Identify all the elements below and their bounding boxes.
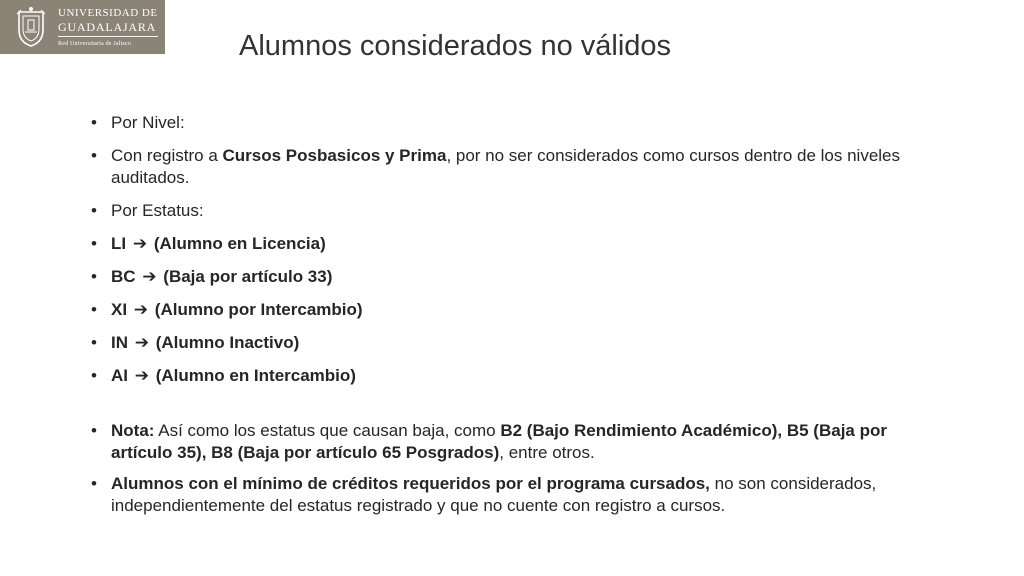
bullet-text: Con registro a xyxy=(111,146,223,165)
nota-label: Nota: xyxy=(111,421,155,440)
university-seal-icon xyxy=(14,6,48,48)
slide-title: Alumnos considerados no válidos xyxy=(239,30,672,62)
logo-divider xyxy=(58,36,158,37)
bullet-bold-text: Alumnos con el mínimo de créditos requeridos por el programa cursados, xyxy=(111,474,710,493)
arrow-right-icon: ➔ xyxy=(133,300,149,319)
status-code: LI xyxy=(111,234,127,253)
bullet-status-ai xyxy=(91,365,931,387)
bullet-status-in xyxy=(91,332,931,354)
status-code: BC xyxy=(111,267,136,286)
bullet-text: , entre otros. xyxy=(499,443,595,462)
status-code: AI xyxy=(111,366,128,385)
bullet-creditos xyxy=(91,473,931,517)
status-code: IN xyxy=(111,333,128,352)
bullet-nota xyxy=(91,420,931,464)
bullet-status-bc xyxy=(91,266,931,288)
bullet-text: Así como los estatus que causan baja, como xyxy=(154,421,501,440)
bullet-text: Por Nivel: xyxy=(111,113,185,132)
bullet-status-li xyxy=(91,233,931,255)
status-description: (Alumno Inactivo) xyxy=(155,333,300,352)
status-description: (Alumno por Intercambio) xyxy=(154,300,363,319)
bullet-por-estatus xyxy=(91,200,931,222)
status-description: (Alumno en Intercambio) xyxy=(155,366,356,385)
logo-line-1: UNIVERSIDAD DE xyxy=(58,6,158,19)
logo-text xyxy=(58,8,158,47)
bullet-text: , por no ser considerados como cursos dentro de los niveles auditados. xyxy=(111,146,901,187)
bullet-bold-text: B2 (Bajo Rendimiento Académico), B5 (Baja por artículo 35), B8 (Baja por artículo 65 Posgrados) xyxy=(111,421,887,462)
arrow-right-icon: ➔ xyxy=(134,333,149,352)
bullet-bold-text: Cursos Posbasicos y Prima xyxy=(222,146,447,165)
bullet-cursos-posbasicos xyxy=(91,145,931,189)
bullet-list xyxy=(91,112,931,528)
status-description: (Baja por artículo 33) xyxy=(163,267,333,286)
university-logo xyxy=(0,0,165,54)
bullet-text: Por Estatus: xyxy=(111,201,204,220)
status-code: XI xyxy=(111,300,128,319)
bullet-status-xi xyxy=(91,299,931,321)
bullet-text: no son considerados, independientemente del estatus registrado y que no cuente con registro a cursos. xyxy=(111,474,877,515)
status-description: (Alumno en Licencia) xyxy=(153,234,326,253)
arrow-right-icon: ➔ xyxy=(132,234,148,253)
arrow-right-icon: ➔ xyxy=(142,267,157,286)
logo-line-3: Red Universitaria de Jalisco xyxy=(58,40,132,47)
bullet-por-nivel xyxy=(91,112,931,134)
logo-line-2: GUADALAJARA xyxy=(58,19,157,34)
arrow-right-icon: ➔ xyxy=(134,366,149,385)
